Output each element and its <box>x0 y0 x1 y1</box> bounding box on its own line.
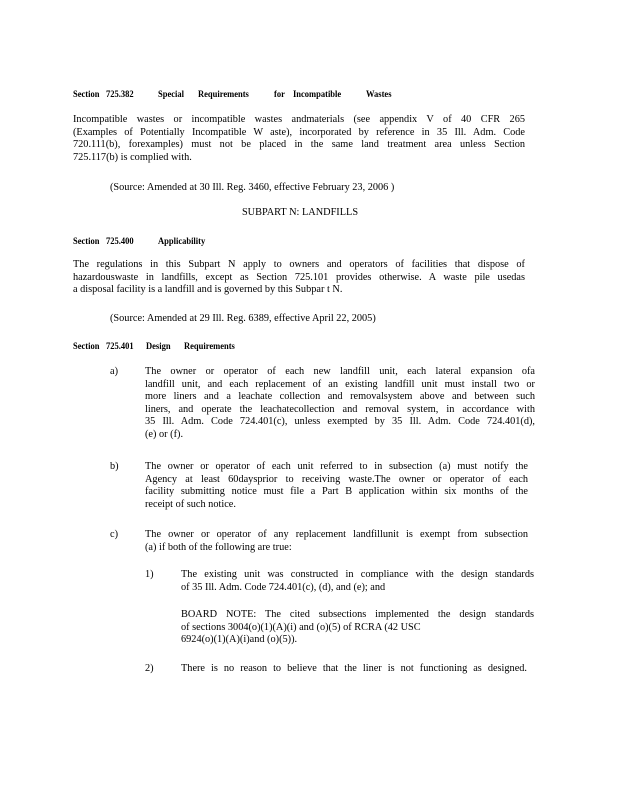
body-line: 35 Ill. Adm. Code 724.401(c), unless exempted by 35 Ill. Adm. Code 724.401(d), <box>145 416 535 428</box>
item-c-body <box>145 529 528 554</box>
body-line: BOARD NOTE: The cited subsections implemented the design standards <box>181 609 534 620</box>
heading-word: Applicability <box>158 235 206 247</box>
body-line: (e) or (f). <box>145 428 184 440</box>
section-725-382-body <box>73 114 525 164</box>
heading-word: Design <box>146 340 171 352</box>
body-line: of sections 3004(o)(1)(A)(i) and (o)(5) of RCRA (42 USC <box>181 621 421 633</box>
body-line: liners, and operate the leachatecollection and removal system, in accordance with <box>145 403 535 415</box>
body-line: more liners and a leachate collection and removalsystem above and between such <box>145 391 535 403</box>
body-line: There is no reason to believe that the liner is not functioning as designed. <box>181 663 527 674</box>
heading-word: for <box>274 88 285 100</box>
body-line: 725.117(b) is complied with. <box>73 151 192 163</box>
body-line: Agency at least 60daysprior to receiving waste.The owner or operator of each <box>145 473 528 485</box>
heading-word: 725.382 <box>106 88 134 100</box>
item-a-body <box>145 366 535 442</box>
section-725-401-heading <box>73 340 235 352</box>
body-line: landfill unit, and each replacement of an existing landfill unit must install two or <box>145 378 535 390</box>
body-line: facility submitting notice must file a Part B application within six months of the <box>145 486 528 498</box>
heading-word: Incompatible <box>293 88 342 100</box>
section-725-382-heading <box>73 88 392 100</box>
subitem-label: 1) <box>145 569 154 580</box>
heading-word: Requirements <box>184 340 235 352</box>
body-line: (Examples of Potentially Incompatible W aste), incorporated by reference in 35 Ill. Adm. Code <box>73 126 525 138</box>
body-line: The existing unit was constructed in compliance with the design standards <box>181 569 534 580</box>
heading-word: Requirements <box>198 88 249 100</box>
subitem-1-body <box>181 569 534 594</box>
body-line: (a) if both of the following are true: <box>145 541 292 553</box>
body-line: The owner or operator of any replacement landfillunit is exempt from subsection <box>145 529 528 540</box>
body-line: Incompatible wastes or incompatible wastes andmaterials (see appendix V of 40 CFR 265 <box>73 114 525 125</box>
subitem-label: 2) <box>145 663 154 674</box>
heading-word: Section <box>73 340 100 352</box>
heading-word: Special <box>158 88 184 100</box>
heading-word: Section <box>73 88 100 100</box>
body-line: 720.111(b), forexamples) must not be placed in the same land treatment area unless Section <box>73 139 525 151</box>
subitem-2-body <box>181 663 527 676</box>
section-725-400-body <box>73 259 525 297</box>
body-line: a disposal facility is a landfill and is governed by this Subpar t N. <box>73 284 343 296</box>
heading-word: 725.400 <box>106 235 134 247</box>
subpart-title: SUBPART N: LANDFILLS <box>241 207 359 218</box>
body-line: hazardouswaste in landfills, except as Section 725.101 provides otherwise. A waste pile usedas <box>73 271 525 283</box>
board-note <box>181 609 534 647</box>
item-b-body <box>145 461 528 511</box>
item-label: b) <box>110 461 119 472</box>
body-line: The owner or operator of each unit referred to in subsection (a) must notify the <box>145 461 528 472</box>
source-note-382: (Source: Amended at 30 Ill. Reg. 3460, effective February 23, 2006 ) <box>110 182 395 193</box>
body-line: of 35 Ill. Adm. Code 724.401(c), (d), and (e); and <box>181 581 386 593</box>
body-line: receipt of such notice. <box>145 498 236 510</box>
body-line: The regulations in this Subpart N apply to owners and operators of facilities that dispose of <box>73 259 525 270</box>
item-label: a) <box>110 366 118 377</box>
section-725-400-heading <box>73 235 205 247</box>
body-line: The owner or operator of each new landfill unit, each lateral expansion ofa <box>145 366 535 377</box>
item-label: c) <box>110 529 118 540</box>
heading-word: Section <box>73 235 100 247</box>
heading-word: Wastes <box>366 88 392 100</box>
body-line: 6924(o)(1)(A)(i)and (o)(5)). <box>181 634 298 646</box>
source-note-400: (Source: Amended at 29 Ill. Reg. 6389, effective April 22, 2005) <box>110 313 376 324</box>
heading-word: 725.401 <box>106 340 134 352</box>
